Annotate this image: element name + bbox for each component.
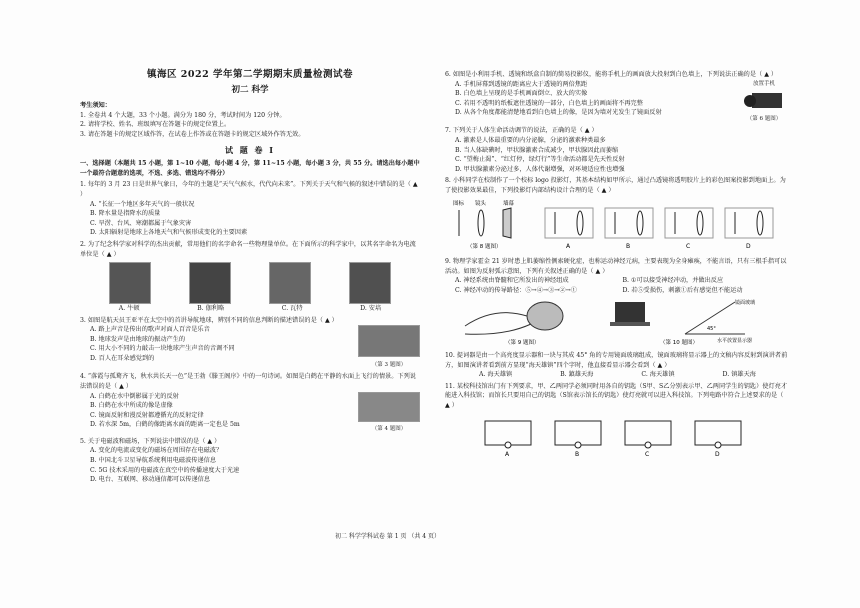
- option: C. 镜面反射和漫反射都遵循光的反射定律: [90, 411, 204, 419]
- inline-options: [445, 370, 790, 380]
- portrait-image-galileo: [189, 262, 231, 304]
- option: A. 激素是人体最重要的内分泌腺，分泌的激素种类最多: [455, 136, 606, 144]
- glass-label: 镜面玻璃: [735, 299, 756, 306]
- option: D. 安培: [360, 305, 382, 313]
- question-9: [445, 257, 790, 349]
- question-body: [445, 80, 790, 125]
- question-body: [80, 392, 420, 435]
- choice-label: C: [645, 450, 650, 458]
- option: B. 中国北斗卫星导航系统利用电磁波传递信息: [90, 457, 217, 465]
- choice-b-diagram: [605, 208, 653, 250]
- question-stem: 5. 关于电磁波和磁场，下列说法中错误的是（ ▲ ）: [80, 437, 221, 445]
- question-3: [80, 316, 420, 371]
- option: B. 降水量是指降水的质量: [90, 210, 161, 218]
- laptop-figure: [610, 302, 650, 326]
- lens-shape: [478, 210, 484, 236]
- choice-c-diagram: [665, 208, 713, 250]
- left-column: [80, 70, 420, 485]
- circuit-diagrams: [445, 411, 790, 459]
- question-stem: 6. 如图是小利用手机、透镜和纸盒自制的简易投影仪，能将手机上的画面放大投射到白色墙上，下列说法正确的是（ ▲ ）: [445, 71, 778, 78]
- option: D. 若水深 5m，白鹤的像距离水面的距离一定也是 5m: [90, 421, 240, 429]
- figure-caption: （第 6 题图）: [746, 115, 782, 122]
- figure-4-image: [358, 392, 420, 422]
- question-stem: 8. 小科同学在校制作了一个校标 logo 投影灯，其基本结构如甲所示，通过凸透镜将透明胶片上的彩色图案投影到地面上。为了使投影效果最佳，下列投影灯内部结构设计合理的是（ ▲ ）: [445, 177, 786, 194]
- choice-label: B: [575, 450, 580, 458]
- figures-9-10: [445, 296, 790, 346]
- option: A. 海天雄镇: [478, 371, 513, 379]
- option: A. “长征一个地区多年天气的一般状况: [90, 200, 195, 208]
- option-list: [80, 392, 358, 430]
- figure-caption: （第 9 题图）: [505, 339, 540, 346]
- question-10: [445, 351, 790, 380]
- question-stem: 9. 物理学家霍金 21 岁时患上肌萎缩性侧索硬化症，也称运动神经元病，主要表现为全身瘫痪，不能言语，只有三根手指可以活动。如图为反射弧示意图，下列有关叙述正确的是（ ▲ ）: [445, 258, 787, 275]
- figure-caption: （第 8 题图）: [467, 243, 502, 250]
- option: A. 牛顿: [118, 305, 140, 313]
- option: C. 旱涝、台风、寒潮都属于气象灾害: [90, 219, 192, 227]
- teleprompter-figure: [660, 299, 755, 346]
- label-icon: 图标: [453, 200, 465, 207]
- option: A. 手机屏幕到透镜的距离应大于透镜的两倍焦距: [455, 80, 588, 88]
- question-6: [445, 70, 790, 124]
- option: B. 白色墙上呈现的是手机画面倒立、放大的实像: [455, 90, 588, 98]
- question-stem: 1. 每年的 3 月 23 日是世界气象日，今年的主题是“天气气候水，代代向未来”。下列关于天气和气候的叙述中错误的是（ ▲ ）: [80, 181, 418, 198]
- section-title: 试 题 卷 Ⅰ: [224, 144, 276, 155]
- portrait-row: [80, 262, 420, 304]
- notice-heading: 考生须知：: [80, 102, 111, 110]
- circuit-b: [555, 421, 601, 458]
- figure-3-image: [358, 325, 420, 357]
- question-stem: 7. 下列关于人体生命活动调节的说法，正确的是（ ▲ ）: [445, 127, 598, 135]
- exam-subtitle: 初二 科学: [231, 84, 269, 95]
- option: C. 神经冲动的传导路径：⑤→④→③→②→①: [455, 286, 577, 294]
- option: C. 5G 技术采用的电磁波在真空中的传播速度大于光速: [90, 466, 240, 474]
- question-7: [445, 126, 790, 174]
- option: B. 伽利略: [197, 305, 225, 313]
- inline-options: [80, 304, 420, 314]
- option: B. 鎮雄天海: [560, 371, 594, 379]
- choice-label: A: [505, 450, 510, 458]
- question-1: [80, 180, 420, 238]
- question-2: [80, 240, 420, 314]
- option: D. 从各个角度都能清楚地看到白色墙上的像，是因为墙对光发生了镜面反射: [455, 109, 662, 117]
- question-stem: 4. “落霞与孤鹜齐飞，秋水共长天一色”是王勃《滕王阁序》中的一句诗词。如图是白鹤在平静的水面上飞行的情景。下列说法错误的是（ ▲ ）: [80, 373, 416, 391]
- question-body: [80, 325, 420, 370]
- question-5: [80, 437, 420, 485]
- option-pair-row: [445, 286, 790, 296]
- option: A. 变化的电流或变化的磁场在周围存在电磁波？: [90, 447, 223, 455]
- choice-label: B: [626, 242, 631, 250]
- figure-label: 放置手机: [752, 80, 775, 87]
- figure-caption: （第 4 题图）: [371, 426, 407, 433]
- portrait-image-watt: [269, 262, 311, 304]
- question-stem: 2. 为了纪念科学家对科学的杰出贡献，常用他们的名字命名一些物理量单位。在下面所示的科学家中，以其名字命名为电流单位是（ ▲ ）: [80, 240, 416, 258]
- option: C. 海天雄镇: [641, 371, 675, 379]
- figure-caption: （第 10 题图）: [660, 339, 698, 346]
- option: A. 神经系统由脊髓和它所发出的神经组成: [455, 277, 569, 285]
- label-lens: 镜头: [475, 200, 487, 207]
- option: D. 太阳辐射是地球上各地天气和气候形成变化的主要因素: [90, 229, 248, 237]
- choice-d-diagram: [725, 208, 773, 250]
- option: A. 白鹤在水中倒影属于光的反射: [90, 392, 179, 400]
- question-11: [445, 382, 790, 462]
- notice-block: [80, 101, 420, 139]
- figure-6: [738, 80, 790, 125]
- monitor-label: 水平放置显示器: [717, 337, 753, 344]
- projector-box-figure: [742, 89, 786, 111]
- figure-4: [358, 392, 420, 435]
- figure-3: [358, 325, 420, 370]
- option: B. ①可以接受神经冲动，并做出反应: [622, 277, 724, 285]
- option: D. 百人在耳朵感觉到的: [90, 355, 155, 363]
- question-stem: 11. 某校科技馆出门有下列要求，甲、乙两同学必须同时用各自的钥匙（S甲、S乙分别表示甲、乙两同学生的钥匙）使灯亮才能进入科技馆；而馆长只要用自己的钥匙（S馆表示馆长的钥匙）使灯亮就可以进入科技馆。下列电路中符合上述要求的是（ ▲ ）: [445, 382, 788, 410]
- option-list: [80, 325, 358, 363]
- screen-shape: [503, 208, 511, 238]
- portrait-image-ampere: [349, 262, 391, 304]
- figure-8-lens-diagrams: [445, 196, 790, 252]
- option: A. 路上声音是传出的歌声对面人百音是乐音: [90, 326, 210, 334]
- exam-title: 镇海区 2022 学年第二学期期末质量检测试卷: [146, 69, 354, 80]
- portrait-image-newton: [109, 262, 151, 304]
- option-pair-row: [445, 276, 790, 286]
- option: D. 镇雄天海: [722, 371, 756, 379]
- question-stem: 10. 提词器是由一个高亮度显示器和一块与其成 45° 角的专用镜面玻璃组成，镜面玻璃将显示器上的文稿内容反射到演讲者前方，如图演讲者看到前方显现“海天雄镇”四个字时，他直接看显示器会看到（ ▲ ）: [445, 352, 788, 369]
- option: D. 甲状腺激素分泌过多，人体代谢增强，对环境适应性也增强: [455, 165, 625, 173]
- option: D. 电台、互联网、移动通信都可以传递信息: [90, 476, 211, 484]
- option: C. 若用不透明的纸板遮住透镜的一部分，白色墙上的画面将不再完整: [455, 99, 643, 107]
- right-column: [445, 70, 790, 462]
- choice-label: C: [686, 242, 691, 250]
- question-4: [80, 372, 420, 434]
- section-intro: 一、选择题（本题共 15 小题，第 1~10 小题，每小题 4 分，第 11~15 小题，每小题 3 分，共 55 分。请选出每小题中一个最符合题意的选项，不选、多选、错选均不得分）: [80, 160, 420, 177]
- option: C. “望梅止渴”、“红灯停，绿灯行”等生命活动都是先天性反射: [455, 156, 625, 164]
- notice-item: 1. 全卷共 4 个大题，33 个小题。满分为 180 分，考试时间为 120 分钟。: [80, 111, 286, 119]
- option: C. 用大小不同的力敲击一块地球产生声音的音调不同: [90, 345, 235, 353]
- option: C. 瓦特: [281, 305, 303, 313]
- circuit-c: [625, 421, 671, 458]
- question-stem: 3. 如图是航天员王亚平在太空中的首讲导航地球，辨别不同的信息判断的描述错误的是（ ▲ ）: [80, 316, 338, 324]
- choice-label: D: [715, 450, 720, 458]
- label-screen: 墙幕: [503, 200, 515, 207]
- choice-label: D: [746, 242, 751, 250]
- circuit-a: [485, 421, 531, 458]
- notice-item: 2. 请将学校、姓名、班级填写在答题卡的规定位置上。: [80, 121, 231, 129]
- angle-label: 45°: [707, 325, 716, 332]
- option-list: [445, 80, 738, 118]
- choice-label: A: [566, 242, 571, 250]
- option: B. 白鹤在水中所成的像是虚像: [90, 402, 173, 410]
- figure-caption: （第 3 题图）: [371, 361, 407, 368]
- choice-a-diagram: [545, 208, 593, 250]
- page-footer: 初二 科学学科试卷 第 1 页 （共 4 页）: [335, 533, 440, 540]
- option: D. 若⑤受损伤，刺激①后有感觉但不能运动: [622, 286, 743, 294]
- notice-item: 3. 请在答题卡的规定区域作答，在试卷上作答或在答题卡的规定区域外作答无效。: [80, 130, 305, 138]
- option: B. 地球发声是由地球的振动产生的: [90, 335, 186, 343]
- option: B. 当人体缺碘时，甲状腺激素合成减少，甲状腺因此而萎缩: [455, 146, 619, 154]
- circuit-d: [695, 421, 741, 458]
- question-8: [445, 176, 790, 255]
- reflex-arc-figure: [465, 302, 563, 346]
